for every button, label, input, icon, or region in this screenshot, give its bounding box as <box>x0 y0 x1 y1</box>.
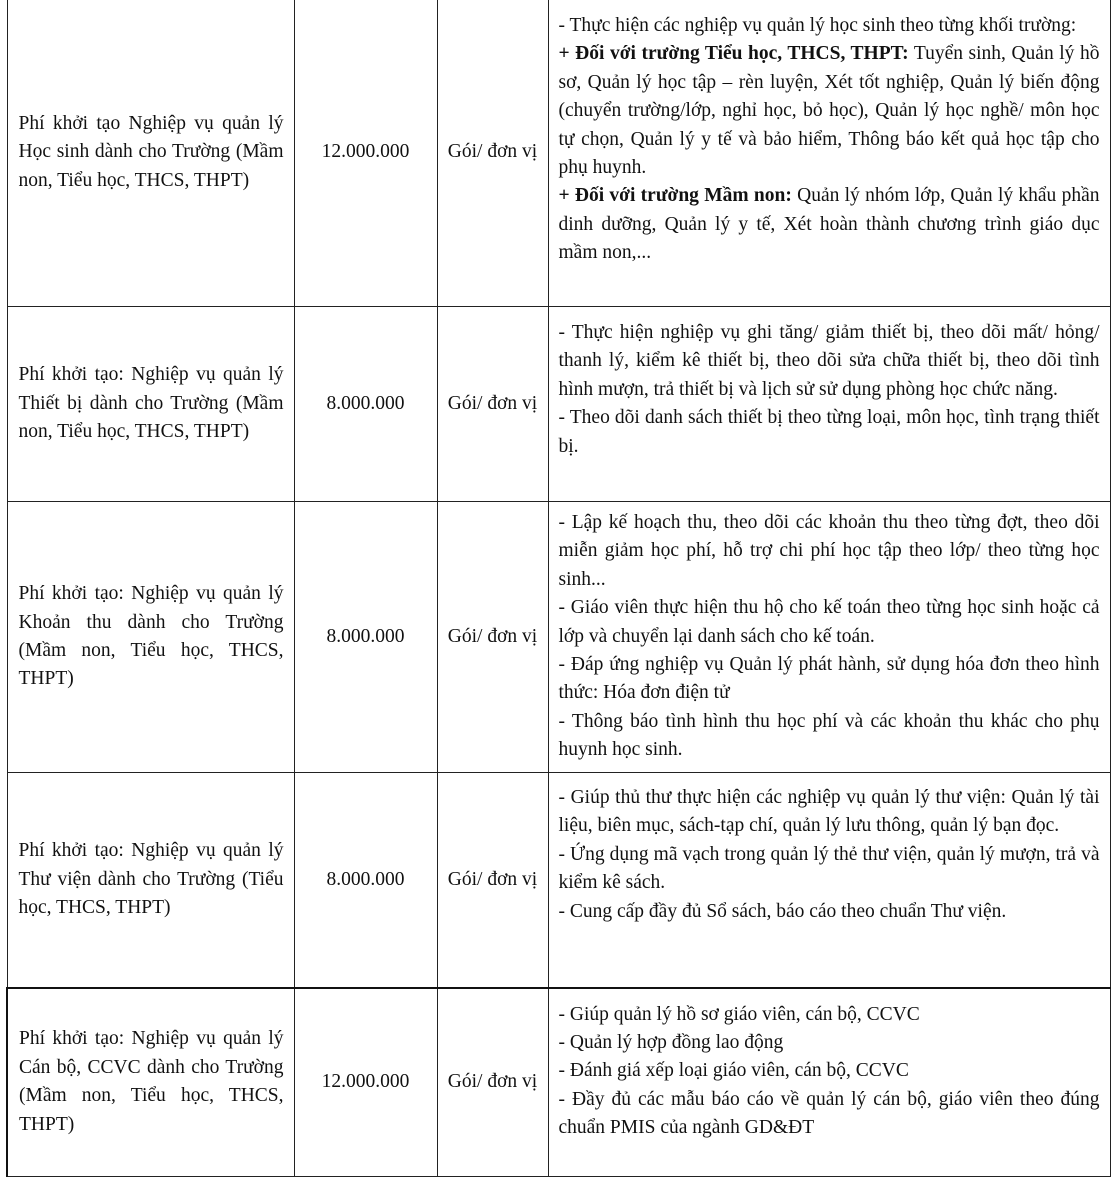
unit-text: Gói/ đơn vị <box>447 141 538 163</box>
unit-cell <box>437 307 548 502</box>
unit-text: Gói/ đơn vị <box>447 625 538 647</box>
description-line: - Cung cấp đầy đủ Sổ sách, báo cáo theo chuẩn Thư viện. <box>558 900 1007 922</box>
description-cell <box>548 988 1110 1177</box>
description-cell <box>548 773 1110 988</box>
table-row <box>7 502 1110 773</box>
unit-cell <box>437 0 548 307</box>
table-row <box>7 307 1110 502</box>
description-line: - Giáo viên thực hiện thu hộ cho kế toán theo từng học sinh hoặc cả lớp và chuyển lại danh sách cho kế toán. <box>558 597 1100 647</box>
table-row <box>7 773 1110 988</box>
price-cell: 12.000.000 <box>294 0 437 307</box>
unit-cell <box>437 988 548 1177</box>
service-name-cell: Phí khởi tạo: Nghiệp vụ quản lý Khoản thu dành cho Trường (Mầm non, Tiểu học, THCS, THPT) <box>7 502 294 773</box>
description-line: - Đáp ứng nghiệp vụ Quản lý phát hành, sử dụng hóa đơn theo hình thức: Hóa đơn điện tử <box>558 654 1100 704</box>
table-row <box>7 988 1110 1177</box>
service-name-cell: Phí khởi tạo Nghiệp vụ quản lý Học sinh dành cho Trường (Mầm non, Tiểu học, THCS, THPT) <box>7 0 294 307</box>
description-line: + Đối với trường Mầm non: Quản lý nhóm lớp, Quản lý khẩu phần dinh dưỡng, Quản lý y tế, Xét hoàn thành chương trình giáo dục mầm non,... <box>558 185 1100 264</box>
price-cell: 12.000.000 <box>294 988 437 1177</box>
unit-text: Gói/ đơn vị <box>447 868 538 890</box>
description-line: + Đối với trường Tiểu học, THCS, THPT: Tuyển sinh, Quản lý hồ sơ, Quản lý học tập – rèn luyện, Xét tốt nghiệp, Quản lý biến động (chuyển trường/lớp, nghỉ học, bỏ học), Quản lý học nghề/ môn học tự chọn, Quản lý y tế và bảo hiểm, Thông báo kết quả học tập cho phụ huynh. <box>558 43 1100 179</box>
description-line: - Thực hiện nghiệp vụ ghi tăng/ giảm thiết bị, theo dõi mất/ hỏng/ thanh lý, kiểm kê thiết bị, theo dõi sửa chữa thiết bị, theo dõi tình hình mượn, trả thiết bị và lịch sử sử dụng phòng học chức năng. <box>558 322 1100 400</box>
description-line: - Đầy đủ các mẫu báo cáo về quản lý cán bộ, giáo viên theo đúng chuẩn PMIS của ngành GD&ĐT <box>558 1088 1100 1139</box>
service-name-cell: Phí khởi tạo: Nghiệp vụ quản lý Thiết bị dành cho Trường (Mầm non, Tiểu học, THCS, THPT) <box>7 307 294 502</box>
service-name-cell: Phí khởi tạo: Nghiệp vụ quản lý Thư viện dành cho Trường (Tiểu học, THCS, THPT) <box>7 773 294 988</box>
price-cell: 8.000.000 <box>294 502 437 773</box>
description-cell <box>548 0 1110 307</box>
unit-text: Gói/ đơn vị <box>447 1071 538 1093</box>
section-heading: + Đối với trường Tiểu học, THCS, THPT: <box>558 43 909 65</box>
description-line: - Thực hiện các nghiệp vụ quản lý học sinh theo từng khối trường: <box>558 15 1077 36</box>
description-line: - Thông báo tình hình thu học phí và các khoản thu khác cho phụ huynh học sinh. <box>558 710 1100 761</box>
service-name-cell: Phí khởi tạo: Nghiệp vụ quản lý Cán bộ, CCVC dành cho Trường (Mầm non, Tiểu học, THCS, THPT) <box>7 988 294 1177</box>
description-cell <box>548 307 1110 502</box>
description-line: - Giúp thủ thư thực hiện các nghiệp vụ quản lý thư viện: Quản lý tài liệu, biên mục, sách-tạp chí, quản lý lưu thông, quản lý bạn đọc. <box>558 787 1100 837</box>
description-line: - Đánh giá xếp loại giáo viên, cán bộ, CCVC <box>558 1060 909 1082</box>
unit-cell <box>437 502 548 773</box>
pricing-table <box>6 0 1111 1177</box>
description-line: - Quản lý hợp đồng lao động <box>558 1031 784 1053</box>
section-heading: + Đối với trường Mầm non: <box>558 185 792 207</box>
price-cell: 8.000.000 <box>294 307 437 502</box>
description-line: - Giúp quản lý hồ sơ giáo viên, cán bộ, CCVC <box>558 1003 920 1025</box>
description-line: - Lập kế hoạch thu, theo dõi các khoản thu theo từng đợt, theo dõi miễn giảm học phí, hỗ trợ chi phí học tập theo lớp/ theo từng học sinh... <box>558 512 1100 590</box>
description-line: - Ứng dụng mã vạch trong quản lý thẻ thư viện, quản lý mượn, trả và kiểm kê sách. <box>558 843 1100 894</box>
description-cell <box>548 502 1110 773</box>
unit-cell <box>437 773 548 988</box>
unit-text: Gói/ đơn vị <box>447 392 538 414</box>
table-row <box>7 0 1110 307</box>
description-line: - Theo dõi danh sách thiết bị theo từng loại, môn học, tình trạng thiết bị. <box>558 407 1100 457</box>
price-cell: 8.000.000 <box>294 773 437 988</box>
